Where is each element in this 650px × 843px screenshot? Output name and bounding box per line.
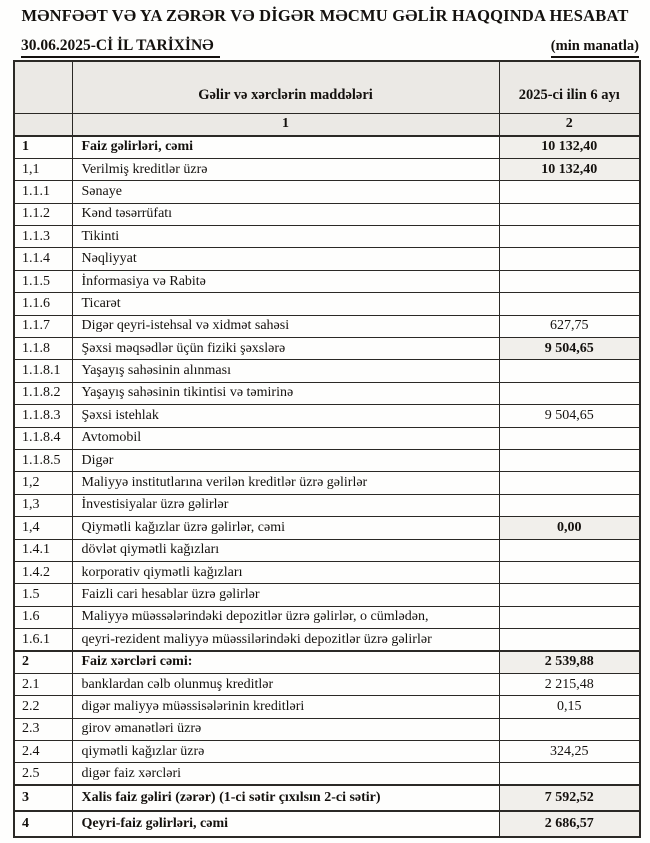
row-number-cell: 1.6 [14, 606, 72, 628]
row-value-cell: 627,75 [499, 315, 640, 337]
row-value-cell [499, 270, 640, 292]
row-value-cell [499, 293, 640, 315]
row-number-cell: 1.1.3 [14, 226, 72, 248]
row-number-cell: 1,3 [14, 494, 72, 516]
row-number-cell: 1.4.2 [14, 561, 72, 583]
row-value-cell: 2 686,57 [499, 811, 640, 837]
row-label-cell: Verilmiş kreditlər üzrə [72, 158, 499, 180]
row-label-cell: digər faiz xərcləri [72, 763, 499, 785]
table-row [14, 226, 640, 248]
row-value-cell [499, 584, 640, 606]
row-label-cell: digər maliyyə müəssisələrinin kreditləri [72, 696, 499, 718]
table-row [14, 360, 640, 382]
row-value-cell [499, 203, 640, 225]
row-value-cell: 10 132,40 [499, 136, 640, 158]
value-index-cell: 2 [499, 113, 640, 136]
row-value-cell [499, 360, 640, 382]
row-label-cell: qeyri-rezident maliyyə müəssilərindəki depozitlər üzrə gəlirlər [72, 629, 499, 651]
table-row [14, 539, 640, 561]
row-number-cell: 1.1.5 [14, 270, 72, 292]
row-label-cell: Faizli cari hesablar üzrə gəlirlər [72, 584, 499, 606]
row-label-cell: Kənd təsərrüfatı [72, 203, 499, 225]
row-value-cell: 7 592,52 [499, 785, 640, 811]
row-value-cell [499, 382, 640, 404]
row-value-cell [499, 449, 640, 471]
table-row [14, 315, 640, 337]
row-value-cell [499, 539, 640, 561]
table-row [14, 158, 640, 180]
row-label-cell: Faiz gəlirləri, cəmi [72, 136, 499, 158]
row-number-cell: 1.1.1 [14, 181, 72, 203]
row-value-cell [499, 226, 640, 248]
table-row [14, 696, 640, 718]
row-number-cell: 1.6.1 [14, 629, 72, 651]
table-row [14, 629, 640, 651]
table-row [14, 472, 640, 494]
row-value-cell [499, 606, 640, 628]
row-number-cell: 1,2 [14, 472, 72, 494]
corner-header-cell [14, 61, 72, 113]
row-label-cell: Yaşayış sahəsinin tikintisi və təmirinə [72, 382, 499, 404]
table-row [14, 718, 640, 740]
report-table-body [14, 61, 640, 837]
row-label-cell: Nəqliyyat [72, 248, 499, 270]
table-row [14, 584, 640, 606]
row-number-cell: 1,1 [14, 158, 72, 180]
table-row [14, 181, 640, 203]
column-index-row [14, 113, 640, 136]
row-number-cell: 4 [14, 811, 72, 837]
row-value-cell: 0,00 [499, 517, 640, 539]
row-label-cell: Yaşayış sahəsinin alınması [72, 360, 499, 382]
row-label-cell: Faiz xərcləri cəmi: [72, 651, 499, 673]
table-row [14, 673, 640, 695]
row-value-cell [499, 561, 640, 583]
row-number-cell: 1,4 [14, 517, 72, 539]
row-label-cell: Xalis faiz gəliri (zərər) (1-ci sətir çıxılsın 2-ci sətir) [72, 785, 499, 811]
row-number-cell: 1.1.8 [14, 338, 72, 360]
row-number-cell: 1.1.4 [14, 248, 72, 270]
table-row [14, 763, 640, 785]
row-number-cell: 1.1.7 [14, 315, 72, 337]
row-value-cell [499, 629, 640, 651]
corner-index-cell [14, 113, 72, 136]
row-value-cell [499, 763, 640, 785]
row-value-cell: 9 504,65 [499, 405, 640, 427]
row-value-cell: 324,25 [499, 741, 640, 763]
row-number-cell: 1 [14, 136, 72, 158]
row-value-cell: 2 215,48 [499, 673, 640, 695]
subheader-row [21, 37, 639, 58]
row-number-cell: 1.1.8.2 [14, 382, 72, 404]
row-value-cell [499, 472, 640, 494]
row-value-cell [499, 718, 640, 740]
row-number-cell: 1.1.2 [14, 203, 72, 225]
row-number-cell: 1.1.6 [14, 293, 72, 315]
row-label-cell: girov əmanətləri üzrə [72, 718, 499, 740]
row-label-cell: İnvestisiyalar üzrə gəlirlər [72, 494, 499, 516]
row-value-cell [499, 427, 640, 449]
row-number-cell: 1.5 [14, 584, 72, 606]
report-table [13, 60, 641, 838]
table-header-row [14, 61, 640, 113]
row-value-cell: 9 504,65 [499, 338, 640, 360]
row-label-cell: Şəxsi istehlak [72, 405, 499, 427]
row-label-cell: Şəxsi məqsədlər üçün fiziki şəxslərə [72, 338, 499, 360]
row-label-cell: Tikinti [72, 226, 499, 248]
table-row [14, 741, 640, 763]
row-value-cell: 2 539,88 [499, 651, 640, 673]
table-row [14, 517, 640, 539]
items-header-cell: Gəlir və xərclərin maddələri [72, 61, 499, 113]
table-row [14, 293, 640, 315]
table-row [14, 561, 640, 583]
report-date-line: 30.06.2025-Cİ İL TARİXİNƏ [21, 37, 220, 58]
row-label-cell: Maliyyə institutlarına verilən kreditlər üzrə gəlirlər [72, 472, 499, 494]
row-label-cell: Maliyyə müəssələrindəki depozitlər üzrə gəlirlər, o cümlədən, [72, 606, 499, 628]
row-value-cell [499, 494, 640, 516]
row-label-cell: Digər qeyri-istehsal və xidmət sahəsi [72, 315, 499, 337]
row-label-cell: qiymətli kağızlar üzrə [72, 741, 499, 763]
table-row [14, 405, 640, 427]
row-number-cell: 2.5 [14, 763, 72, 785]
row-number-cell: 1.1.8.1 [14, 360, 72, 382]
row-label-cell: dövlət qiymətli kağızları [72, 539, 499, 561]
items-index-cell: 1 [72, 113, 499, 136]
page-title: MƏNFƏƏT VƏ YA ZƏRƏR VƏ DİGƏR MƏCMU GƏLİR HAQQINDA HESABAT [21, 6, 629, 25]
row-label-cell: Ticarət [72, 293, 499, 315]
table-row [14, 338, 640, 360]
row-value-cell: 0,15 [499, 696, 640, 718]
row-value-cell: 10 132,40 [499, 158, 640, 180]
unit-note: (min manatla) [551, 38, 639, 58]
row-label-cell: Qeyri-faiz gəlirləri, cəmi [72, 811, 499, 837]
row-label-cell: Avtomobil [72, 427, 499, 449]
row-label-cell: Qiymətli kağızlar üzrə gəlirlər, cəmi [72, 517, 499, 539]
row-label-cell: banklardan cəlb olunmuş kreditlər [72, 673, 499, 695]
row-label-cell: Digər [72, 449, 499, 471]
row-number-cell: 2.1 [14, 673, 72, 695]
row-label-cell: İnformasiya və Rabitə [72, 270, 499, 292]
row-number-cell: 2.4 [14, 741, 72, 763]
row-label-cell: Sənaye [72, 181, 499, 203]
row-label-cell: korporativ qiymətli kağızları [72, 561, 499, 583]
table-row [14, 449, 640, 471]
row-number-cell: 1.4.1 [14, 539, 72, 561]
row-number-cell: 2 [14, 651, 72, 673]
row-value-cell [499, 248, 640, 270]
row-number-cell: 1.1.8.5 [14, 449, 72, 471]
table-row [14, 494, 640, 516]
table-row [14, 427, 640, 449]
table-row [14, 203, 640, 225]
row-number-cell: 2.3 [14, 718, 72, 740]
row-value-cell [499, 181, 640, 203]
row-number-cell: 1.1.8.3 [14, 405, 72, 427]
value-header-cell: 2025-ci ilin 6 ayı [499, 61, 640, 113]
table-row [14, 382, 640, 404]
row-number-cell: 3 [14, 785, 72, 811]
table-row [14, 136, 640, 158]
table-row [14, 270, 640, 292]
row-number-cell: 2.2 [14, 696, 72, 718]
table-row [14, 651, 640, 673]
row-number-cell: 1.1.8.4 [14, 427, 72, 449]
table-row [14, 811, 640, 837]
table-row [14, 785, 640, 811]
table-row [14, 248, 640, 270]
table-row [14, 606, 640, 628]
